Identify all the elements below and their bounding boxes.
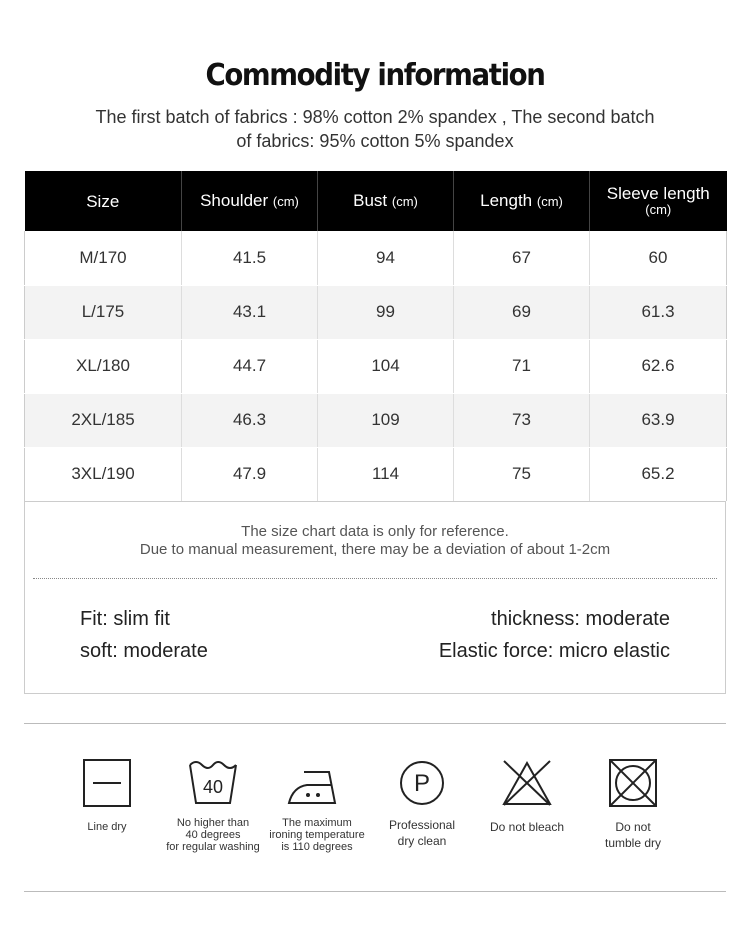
fabric-info-line-2: of fabrics: 95% cotton 5% spandex <box>236 131 514 151</box>
no-bleach-icon <box>501 757 553 809</box>
header-shoulder: Shoulder (cm) <box>182 171 318 231</box>
cell-sleeve-length: 61.3 <box>590 285 727 339</box>
care-iron <box>262 757 372 853</box>
section-divider-bottom <box>24 891 726 892</box>
cell-size: XL/180 <box>25 339 182 393</box>
table-row <box>25 339 727 393</box>
wash-temperature-symbol: 40 <box>202 777 224 797</box>
table-row <box>25 393 727 447</box>
header-sleeve-length: Sleeve length (cm) <box>590 171 727 231</box>
reference-note: The size chart data is only for reference. <box>241 523 509 540</box>
fit-attribute: Fit: slim fit <box>80 608 170 630</box>
care-no-bleach <box>472 757 582 833</box>
care-dry-clean <box>367 757 477 849</box>
deviation-note: Due to manual measurement, there may be a deviation of about 1-2cm <box>139 541 611 558</box>
care-label: Do not tumble dry <box>604 820 662 850</box>
cell-bust: 109 <box>318 393 454 447</box>
cell-length: 73 <box>454 393 590 447</box>
softness-attribute: soft: moderate <box>80 640 208 662</box>
care-label: The maximum ironing temperature is 110 degrees <box>269 817 365 853</box>
wash-40-icon <box>187 757 239 809</box>
care-line-dry <box>52 757 162 833</box>
dotted-divider <box>33 578 717 579</box>
care-label: Do not bleach <box>489 820 565 834</box>
cell-sleeve-length: 65.2 <box>590 447 727 501</box>
cell-length: 67 <box>454 231 590 285</box>
cell-shoulder: 41.5 <box>182 231 318 285</box>
care-wash-40 <box>158 757 268 853</box>
iron-icon <box>287 757 347 809</box>
header-size: Size <box>25 171 182 231</box>
header-bust: Bust (cm) <box>318 171 454 231</box>
elasticity-attribute: Elastic force: micro elastic <box>438 640 670 662</box>
cell-bust: 99 <box>318 285 454 339</box>
cell-bust: 114 <box>318 447 454 501</box>
cell-length: 69 <box>454 285 590 339</box>
fabric-info-line-1: The first batch of fabrics : 98% cotton 2% spandex , The second batch <box>95 107 655 127</box>
no-tumble-dry-icon <box>607 757 659 809</box>
cell-sleeve-length: 60 <box>590 231 727 285</box>
cell-sleeve-length: 63.9 <box>590 393 727 447</box>
care-label: Professional dry clean <box>388 818 456 848</box>
cell-size: L/175 <box>25 285 182 339</box>
cell-size: 2XL/185 <box>25 393 182 447</box>
table-row <box>25 231 727 285</box>
section-divider-top <box>24 723 726 724</box>
cell-shoulder: 46.3 <box>182 393 318 447</box>
header-length: Length (cm) <box>454 171 590 231</box>
cell-shoulder: 43.1 <box>182 285 318 339</box>
cell-length: 75 <box>454 447 590 501</box>
care-label: No higher than 40 degrees for regular washing <box>166 817 260 853</box>
thickness-attribute: thickness: moderate <box>491 608 670 630</box>
table-row <box>25 447 727 501</box>
cell-length: 71 <box>454 339 590 393</box>
care-label: Line dry <box>87 821 127 833</box>
dry-clean-symbol: P <box>413 770 431 797</box>
dry-clean-icon <box>396 757 448 809</box>
page-title: Commodity information <box>205 58 545 93</box>
cell-shoulder: 47.9 <box>182 447 318 501</box>
cell-bust: 94 <box>318 231 454 285</box>
cell-size: 3XL/190 <box>25 447 182 501</box>
care-no-tumble-dry <box>578 757 688 851</box>
cell-shoulder: 44.7 <box>182 339 318 393</box>
line-dry-icon <box>81 757 133 809</box>
size-chart-table <box>24 171 727 502</box>
cell-size: M/170 <box>25 231 182 285</box>
cell-bust: 104 <box>318 339 454 393</box>
product-info-box <box>24 501 726 694</box>
table-row <box>25 285 727 339</box>
cell-sleeve-length: 62.6 <box>590 339 727 393</box>
table-header-row <box>25 171 727 231</box>
